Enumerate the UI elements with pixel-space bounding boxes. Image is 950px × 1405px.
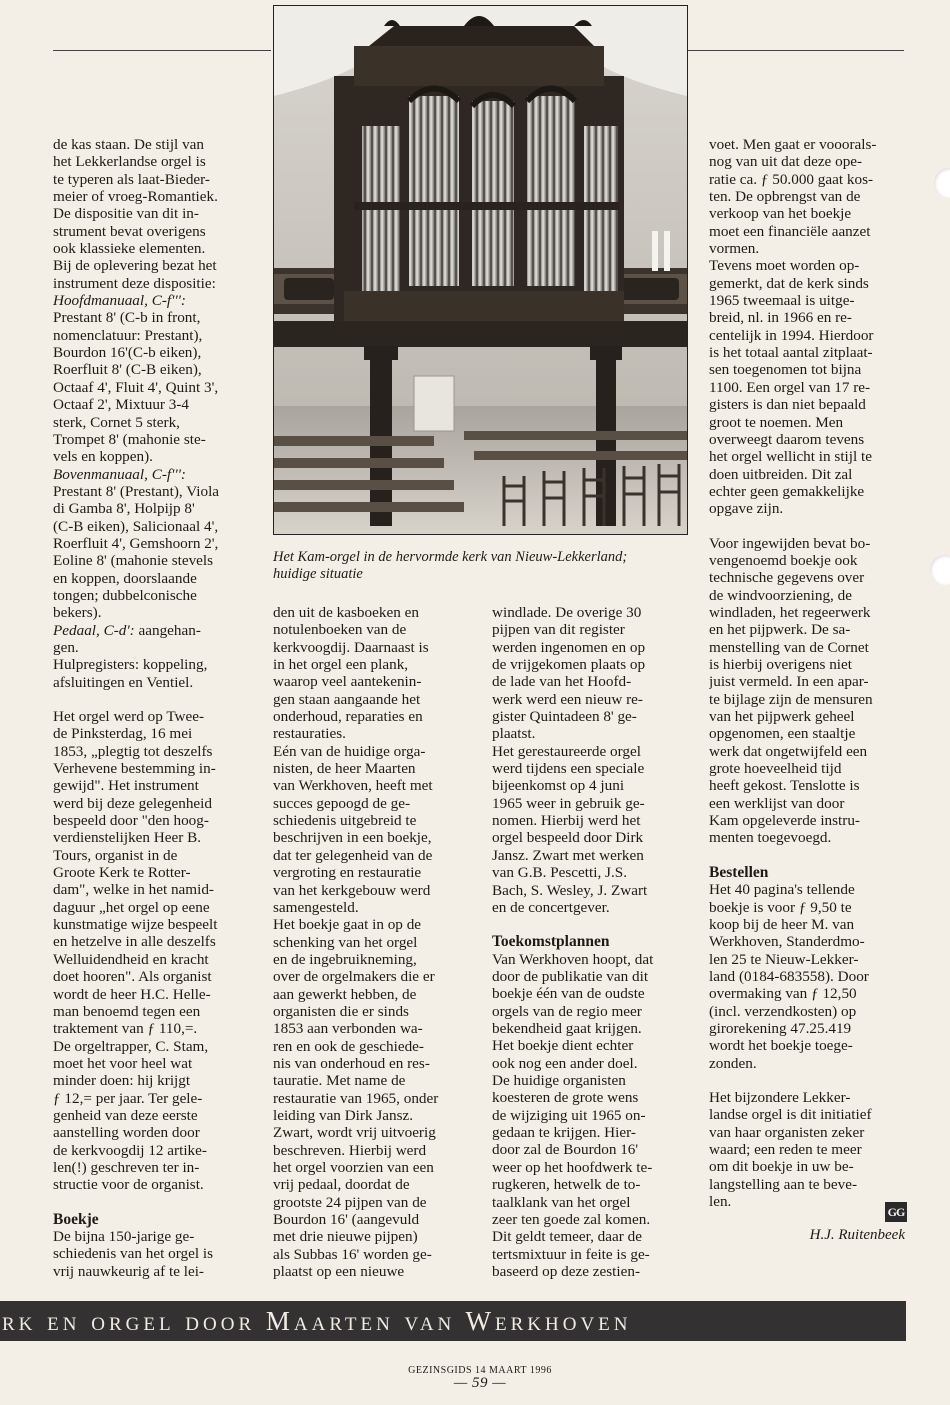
text-line: land (0184-683558). Door	[709, 967, 869, 985]
text-line: kunstmatige wijze bespeelt	[53, 916, 218, 934]
text-line: Bourdon 16' (aangevuld	[273, 1211, 420, 1229]
text-line: koop bij de heer M. van	[709, 915, 855, 933]
binder-hole-top	[934, 168, 950, 198]
text-line: om dit boekje in uw be-	[709, 1158, 854, 1176]
text-line: nomenclatuur: Prestant),	[53, 326, 203, 344]
text-line: werk werd een nieuw re-	[492, 690, 643, 708]
text-line: en het pijpwerk. De sa-	[709, 621, 851, 639]
text-line: Het gerestaureerde orgel	[492, 742, 641, 760]
footer-publication: GEZINSGIDS 14 MAART 1996	[408, 1365, 552, 1376]
text-line: het Lekkerlandse orgel is	[53, 153, 206, 171]
publication-logo: GG	[885, 1202, 907, 1222]
text-line: en de ingebruikneming,	[273, 950, 417, 968]
text-line: len 25 te Nieuw-Lekker-	[709, 950, 859, 968]
text-line: koesteren de grote wens	[492, 1089, 639, 1107]
text-line: Zwart, wordt vrij uitvoerig	[273, 1124, 436, 1142]
text-line: Tevens moet worden op-	[709, 257, 860, 275]
text-line: vormen.	[709, 240, 760, 258]
text-line: De bijna 150-jarige ge-	[53, 1228, 195, 1246]
page-number: — 59 —	[453, 1375, 507, 1391]
pedaal-rest: aangehan-	[134, 621, 201, 639]
text-line: dam", welke in het namid-	[53, 881, 214, 899]
text-line: waarop veel aantekenin-	[273, 673, 422, 691]
text-line: waard; een reden te meer	[709, 1141, 862, 1159]
text-line: Het 40 pagina's tellende	[709, 881, 855, 899]
text-line: de wijziging uit 1965 on-	[492, 1106, 646, 1124]
text-line: gewijd". Het instrument	[53, 777, 199, 795]
text-line: schenking van het orgel	[273, 933, 418, 951]
text-line: Werkhoven, Standerdmo-	[709, 933, 865, 951]
text-line: en de concertgever.	[492, 898, 610, 916]
text-line: en koppen, doorslaande	[53, 569, 197, 587]
text-line: restauratie van 1965, onder	[273, 1089, 439, 1107]
text-line: bekendheid gaat krijgen.	[492, 1020, 642, 1038]
text-line: in het orgel een plank,	[273, 656, 409, 674]
text-line: ook klassieke elementen.	[53, 240, 206, 258]
text-line: sterk, Cornet 5 sterk,	[53, 413, 180, 431]
text-line: aan gewerkt hebben, de	[273, 985, 417, 1003]
header-rule-right	[688, 50, 904, 51]
text-line: gen.	[53, 638, 79, 656]
text-line: Voor ingewijden bevat bo-	[709, 534, 871, 552]
text-line: strument bevat overigens	[53, 222, 206, 240]
text-line: gen staan aangaande het	[273, 690, 421, 708]
text-line: De orgeltrapper, C. Stam,	[53, 1037, 209, 1055]
text-line: voet. Men gaat er vooorals-	[709, 136, 877, 153]
text-line: Prestant 8' (C-b in front,	[53, 309, 201, 327]
text-line: Bij de oplevering bezat het	[53, 257, 217, 275]
text-line: door de publikatie van dit	[492, 968, 649, 986]
text-line: Octaaf 4', Fluit 4', Quint 3',	[53, 378, 219, 396]
text-line: Dit geldt temeer, daar de	[492, 1228, 642, 1246]
text-line: echter geen gemakkelijke	[709, 482, 865, 500]
text-line: boekje is voor ƒ 9,50 te	[709, 898, 852, 916]
text-line: weer op het hoofdwerk te-	[492, 1158, 653, 1176]
text-line: vengenoemd boekje ook	[709, 551, 858, 569]
article-column-2	[273, 604, 483, 1284]
author-signature: H.J. Ruitenbeek	[809, 1227, 905, 1243]
text-line: overmaking van ƒ 12,50	[709, 985, 857, 1003]
text-line: 1100. Een orgel van 17 re-	[709, 378, 871, 396]
text-line: de kerkvoogdij 12 artike-	[53, 1141, 207, 1159]
text-line: bijeenkomst op 4 juni	[492, 777, 625, 795]
text-line: man benoemd tegen een	[53, 1002, 201, 1020]
text-line: gedaan te krijgen. Hier-	[492, 1124, 636, 1142]
text-line: Kam opgeleverde instru-	[709, 812, 860, 830]
text-line: vels en koppen).	[53, 448, 153, 466]
text-line: te typeren als laat-Bieder-	[53, 170, 210, 188]
text-line: Van Werkhoven hoopt, dat	[492, 950, 654, 968]
text-line: van haar organisten zeker	[709, 1123, 865, 1141]
text-line: 1853, „plegtig tot deszelfs	[53, 742, 213, 760]
text-line: te bijlage zijn de mensuren	[709, 690, 873, 708]
text-line: opgenomen, een staaltje	[709, 725, 856, 743]
text-line: is hierbij overigens niet	[709, 655, 852, 673]
text-line: juist vermeld. In een apar-	[709, 673, 869, 691]
photo-caption	[273, 549, 693, 583]
text-line: overweegt daarom tevens	[709, 430, 865, 448]
page-footer	[380, 1364, 580, 1390]
text-line: notulenboeken van de	[273, 621, 407, 639]
text-line: schiedenis uitgebreid te	[273, 812, 417, 830]
text-line: nis van onderhoud en res-	[273, 1054, 430, 1072]
text-line: beschreven. Hierbij werd	[273, 1141, 427, 1159]
bestellen-heading: Bestellen	[709, 863, 769, 881]
text-line: menten toegevoegd.	[709, 829, 832, 847]
header-rule-left	[53, 50, 271, 51]
text-line: groot te noemen. Men	[709, 413, 844, 431]
text-line: doen uitbreiden. Dit zal	[709, 465, 853, 483]
text-line: en hetzelve in alle deszelfs	[53, 933, 216, 951]
text-line: door zal de Bourdon 16'	[492, 1141, 639, 1159]
text-line: Bourdon 16'(C-b eiken),	[53, 344, 202, 362]
text-line: doet hooren". Als organist	[53, 968, 212, 986]
text-line: windlade. De overige 30	[492, 604, 642, 621]
text-line: van het kerkgebouw werd	[273, 881, 431, 899]
text-line: een werklijst van door	[709, 794, 845, 812]
article-column-1	[53, 136, 267, 1286]
text-line: met drie nieuwe pijpen)	[273, 1228, 418, 1246]
text-line: zeer ten goede zal komen.	[492, 1210, 651, 1228]
text-line: heeft gekost. Tenslotte is	[709, 777, 860, 795]
text-line: grootste 24 pijpen van de	[273, 1193, 427, 1211]
text-line: organisten die er sinds	[273, 1002, 409, 1020]
text-line: kerkvoogdij. Daarnaast is	[273, 638, 429, 656]
text-line: de windvoorziening, de	[709, 586, 852, 604]
text-line: technische gegevens over	[709, 569, 865, 587]
text-line: minder doen: hij krijgt	[53, 1072, 191, 1090]
text-line: tauratie. Met name de	[273, 1072, 406, 1090]
text-line: grote hoeveelheid tijd	[709, 760, 842, 778]
text-line: gisters is dan niet bepaald	[709, 396, 866, 414]
text-line: Eoline 8' (mahonie stevels	[53, 552, 214, 570]
text-line: moet een financiële aanzet	[709, 222, 871, 240]
text-line: ratie ca. ƒ 50.000 gaat kos-	[709, 170, 874, 188]
text-line: restauraties.	[273, 725, 346, 743]
text-line: van het pijpwerk geheel	[709, 708, 855, 725]
text-line: Jansz. Zwart met werken	[492, 846, 644, 864]
text-line: traktement van ƒ 110,=.	[53, 1020, 198, 1038]
text-line: di Gamba 8', Holpijp 8'	[53, 500, 195, 518]
text-line: van G.B. Pescetti, J.S.	[492, 864, 627, 882]
text-line: Verhevene bestemming in-	[53, 760, 216, 778]
text-line: sen toegenomen tot bijna	[709, 361, 862, 379]
text-line: (C-B eiken), Salicionaal 4',	[53, 517, 219, 535]
text-line: (incl. verzendkosten) op	[709, 1002, 857, 1020]
text-line: verdienstelijken Heer B.	[53, 829, 202, 847]
article-column-3	[492, 604, 704, 1284]
organ-photo	[273, 5, 688, 535]
text-line: tongen; dubbelconische	[53, 586, 197, 604]
pedaal-heading: Pedaal, C-d':	[53, 621, 135, 639]
text-line: werden ingenomen en op	[492, 638, 646, 656]
text-line: gemerkt, dat de kerk sinds	[709, 274, 869, 292]
text-line: 1965 weer in gebruik ge-	[492, 794, 645, 812]
text-line: werd bij deze gelegenheid	[53, 794, 212, 812]
text-line: Roerfluit 4', Gemshoorn 2',	[53, 534, 219, 552]
text-line: als Subbas 16' worden ge-	[273, 1245, 432, 1263]
text-line: instrument deze dispositie:	[53, 274, 216, 292]
text-line: Octaaf 2', Mixtuur 3-4	[53, 396, 190, 414]
boekje-heading: Boekje	[53, 1210, 99, 1228]
text-line: van Werkhoven, heeft met	[273, 777, 433, 795]
text-line: Prestant 8' (Prestant), Viola	[53, 482, 220, 500]
text-line: pijpen van dit register	[492, 621, 625, 639]
text-line: langstelling aan te beve-	[709, 1175, 858, 1193]
text-line: het orgel voorzien van een	[273, 1159, 434, 1176]
text-line: samengesteld.	[273, 898, 359, 916]
text-line: de lade van het Hoofd-	[492, 673, 632, 691]
text-line: afsluitingen en Ventiel.	[53, 673, 194, 691]
text-line: 1853 aan verbonden wa-	[273, 1020, 423, 1038]
text-line: Het bijzondere Lekker-	[709, 1089, 851, 1107]
text-line: plaatst op een nieuwe	[273, 1263, 405, 1281]
text-line: leiding van Dirk Jansz.	[273, 1106, 414, 1124]
text-line: Trompet 8' (mahonie ste-	[53, 430, 206, 448]
text-line: Roerfluit 8' (C-B eiken),	[53, 361, 202, 379]
text-line: vergroting en restauratie	[273, 864, 422, 882]
text-line: de kas staan. De stijl van	[53, 136, 204, 153]
text-line: daguur „het orgel op eene	[53, 898, 210, 916]
text-line: succes gepoogd de ge-	[273, 794, 411, 812]
text-line: Het boekje gaat in op de	[273, 916, 422, 934]
text-line: over de orgelmakers die er	[273, 968, 435, 986]
organ-photo-drawing	[274, 6, 687, 534]
text-line: Eén van de huidige orga-	[273, 742, 426, 760]
col1-intro	[53, 136, 267, 292]
text-line: baseerd op deze zestien-	[492, 1262, 640, 1280]
col1-paragraph-2	[53, 708, 267, 1194]
text-line: ƒ 12,= per jaar. Ter gele-	[53, 1089, 203, 1107]
text-line: Groote Kerk te Rotter-	[53, 864, 191, 882]
toekomstplannen-heading: Toekomstplannen	[492, 933, 610, 951]
article-title-banner: rk en orgel door Maarten van Werkhoven	[0, 1301, 906, 1341]
caption-line: Het Kam-orgel in de hervormde kerk van Nieuw-Lekkerland;	[273, 549, 628, 565]
article-column-4	[709, 136, 909, 1216]
text-line: Welluidendheid en kracht	[53, 950, 209, 968]
text-line: Bach, S. Wesley, J. Zwart	[492, 881, 648, 899]
bovenmanuaal-heading: Bovenmanuaal, C-f''':	[53, 465, 186, 483]
text-line: boekje één van de oudste	[492, 985, 645, 1003]
text-line: ook nog een ander doel.	[492, 1054, 638, 1072]
hoofdmanuaal-heading: Hoofdmanuaal, C-f''':	[53, 292, 186, 310]
bovenmanuaal-list	[53, 483, 267, 622]
text-line: nisten, de heer Maarten	[273, 760, 416, 778]
text-line: schiedenis van het orgel is	[53, 1245, 213, 1263]
text-line: zonden.	[709, 1054, 757, 1072]
binder-hole-bottom	[930, 555, 950, 585]
text-line: len(!) geschreven ter in-	[53, 1158, 200, 1176]
caption-line: huidige situatie	[273, 566, 363, 582]
text-line: werd tijdens een speciale	[492, 760, 645, 778]
text-line: ten. De opbrengst van de	[709, 188, 861, 206]
text-line: ren en ook de geschiede-	[273, 1037, 424, 1055]
text-line: taalklank van het orgel	[492, 1193, 631, 1211]
text-line: de vrijgekomen plaats op	[492, 656, 646, 674]
text-line: 1965 tweemaal is uitge-	[709, 292, 855, 310]
text-line: Het boekje dient echter	[492, 1037, 634, 1055]
text-line: werk dat ongetwijfeld een	[709, 742, 868, 760]
text-line: vrij nauwkeurig af te lei-	[53, 1262, 204, 1280]
text-line: is het totaal aantal zitplaat-	[709, 344, 873, 362]
text-line: vrij pedaal, doordat de	[273, 1176, 410, 1194]
text-line: Hulpregisters: koppeling,	[53, 656, 208, 674]
text-line: beschrijven in een boekje,	[273, 829, 432, 847]
text-line: het orgel wellicht in stijl te	[709, 448, 872, 466]
text-line: girorekening 47.25.419	[709, 1020, 852, 1037]
text-line: opgave zijn.	[709, 500, 784, 518]
text-line: nomen. Hierbij werd het	[492, 812, 641, 830]
text-line: Tours, organist in de	[53, 846, 178, 864]
text-line: menstelling van de Cornet	[709, 638, 869, 656]
text-line: aanstelling worden door	[53, 1124, 200, 1142]
text-line: breid, nl. in 1966 en re-	[709, 309, 852, 327]
pedaal-line	[53, 622, 267, 639]
text-line: tertsmixtuur in feite is ge-	[492, 1245, 650, 1263]
text-line: nog van uit dat deze ope-	[709, 153, 863, 171]
text-line: plaatst.	[492, 725, 536, 743]
text-line: bekers).	[53, 604, 102, 622]
text-line: orgel bespeeld door Dirk	[492, 829, 644, 847]
text-line: Het orgel werd op Twee-	[53, 708, 205, 725]
text-line: De huidige organisten	[492, 1072, 626, 1090]
text-line: centelijk in 1994. Hierdoor	[709, 326, 874, 344]
text-line: De dispositie van dit in-	[53, 205, 199, 223]
hoofdmanuaal-list	[53, 309, 267, 465]
text-line: structie voor de organist.	[53, 1176, 204, 1194]
text-line: den uit de kasboeken en	[273, 604, 419, 621]
text-line: verkoop van het boekje	[709, 205, 852, 223]
text-line: dat ter gelegenheid van de	[273, 846, 433, 864]
text-line: wordt de heer H.C. Helle-	[53, 985, 211, 1003]
text-line: landse orgel is dit initiatief	[709, 1106, 872, 1124]
text-line: onderhoud, reparaties en	[273, 708, 423, 726]
text-line: genheid van deze eerste	[53, 1106, 198, 1124]
text-line: windladen, het regeerwerk	[709, 603, 871, 621]
text-line: de Pinksterdag, 16 mei	[53, 725, 193, 743]
text-line: meier of vroeg-Romantiek.	[53, 188, 218, 206]
text-line: len.	[709, 1193, 732, 1211]
text-line: moet het voor heel wat	[53, 1054, 193, 1072]
text-line: bespeeld door "den hoog-	[53, 812, 209, 830]
text-line: orgels van de regio meer	[492, 1002, 642, 1020]
text-line: gister Quintadeen 8' ge-	[492, 708, 637, 726]
text-line: wordt het boekje toege-	[709, 1037, 853, 1055]
text-line: rugkeren, hetwelk de to-	[492, 1176, 641, 1194]
